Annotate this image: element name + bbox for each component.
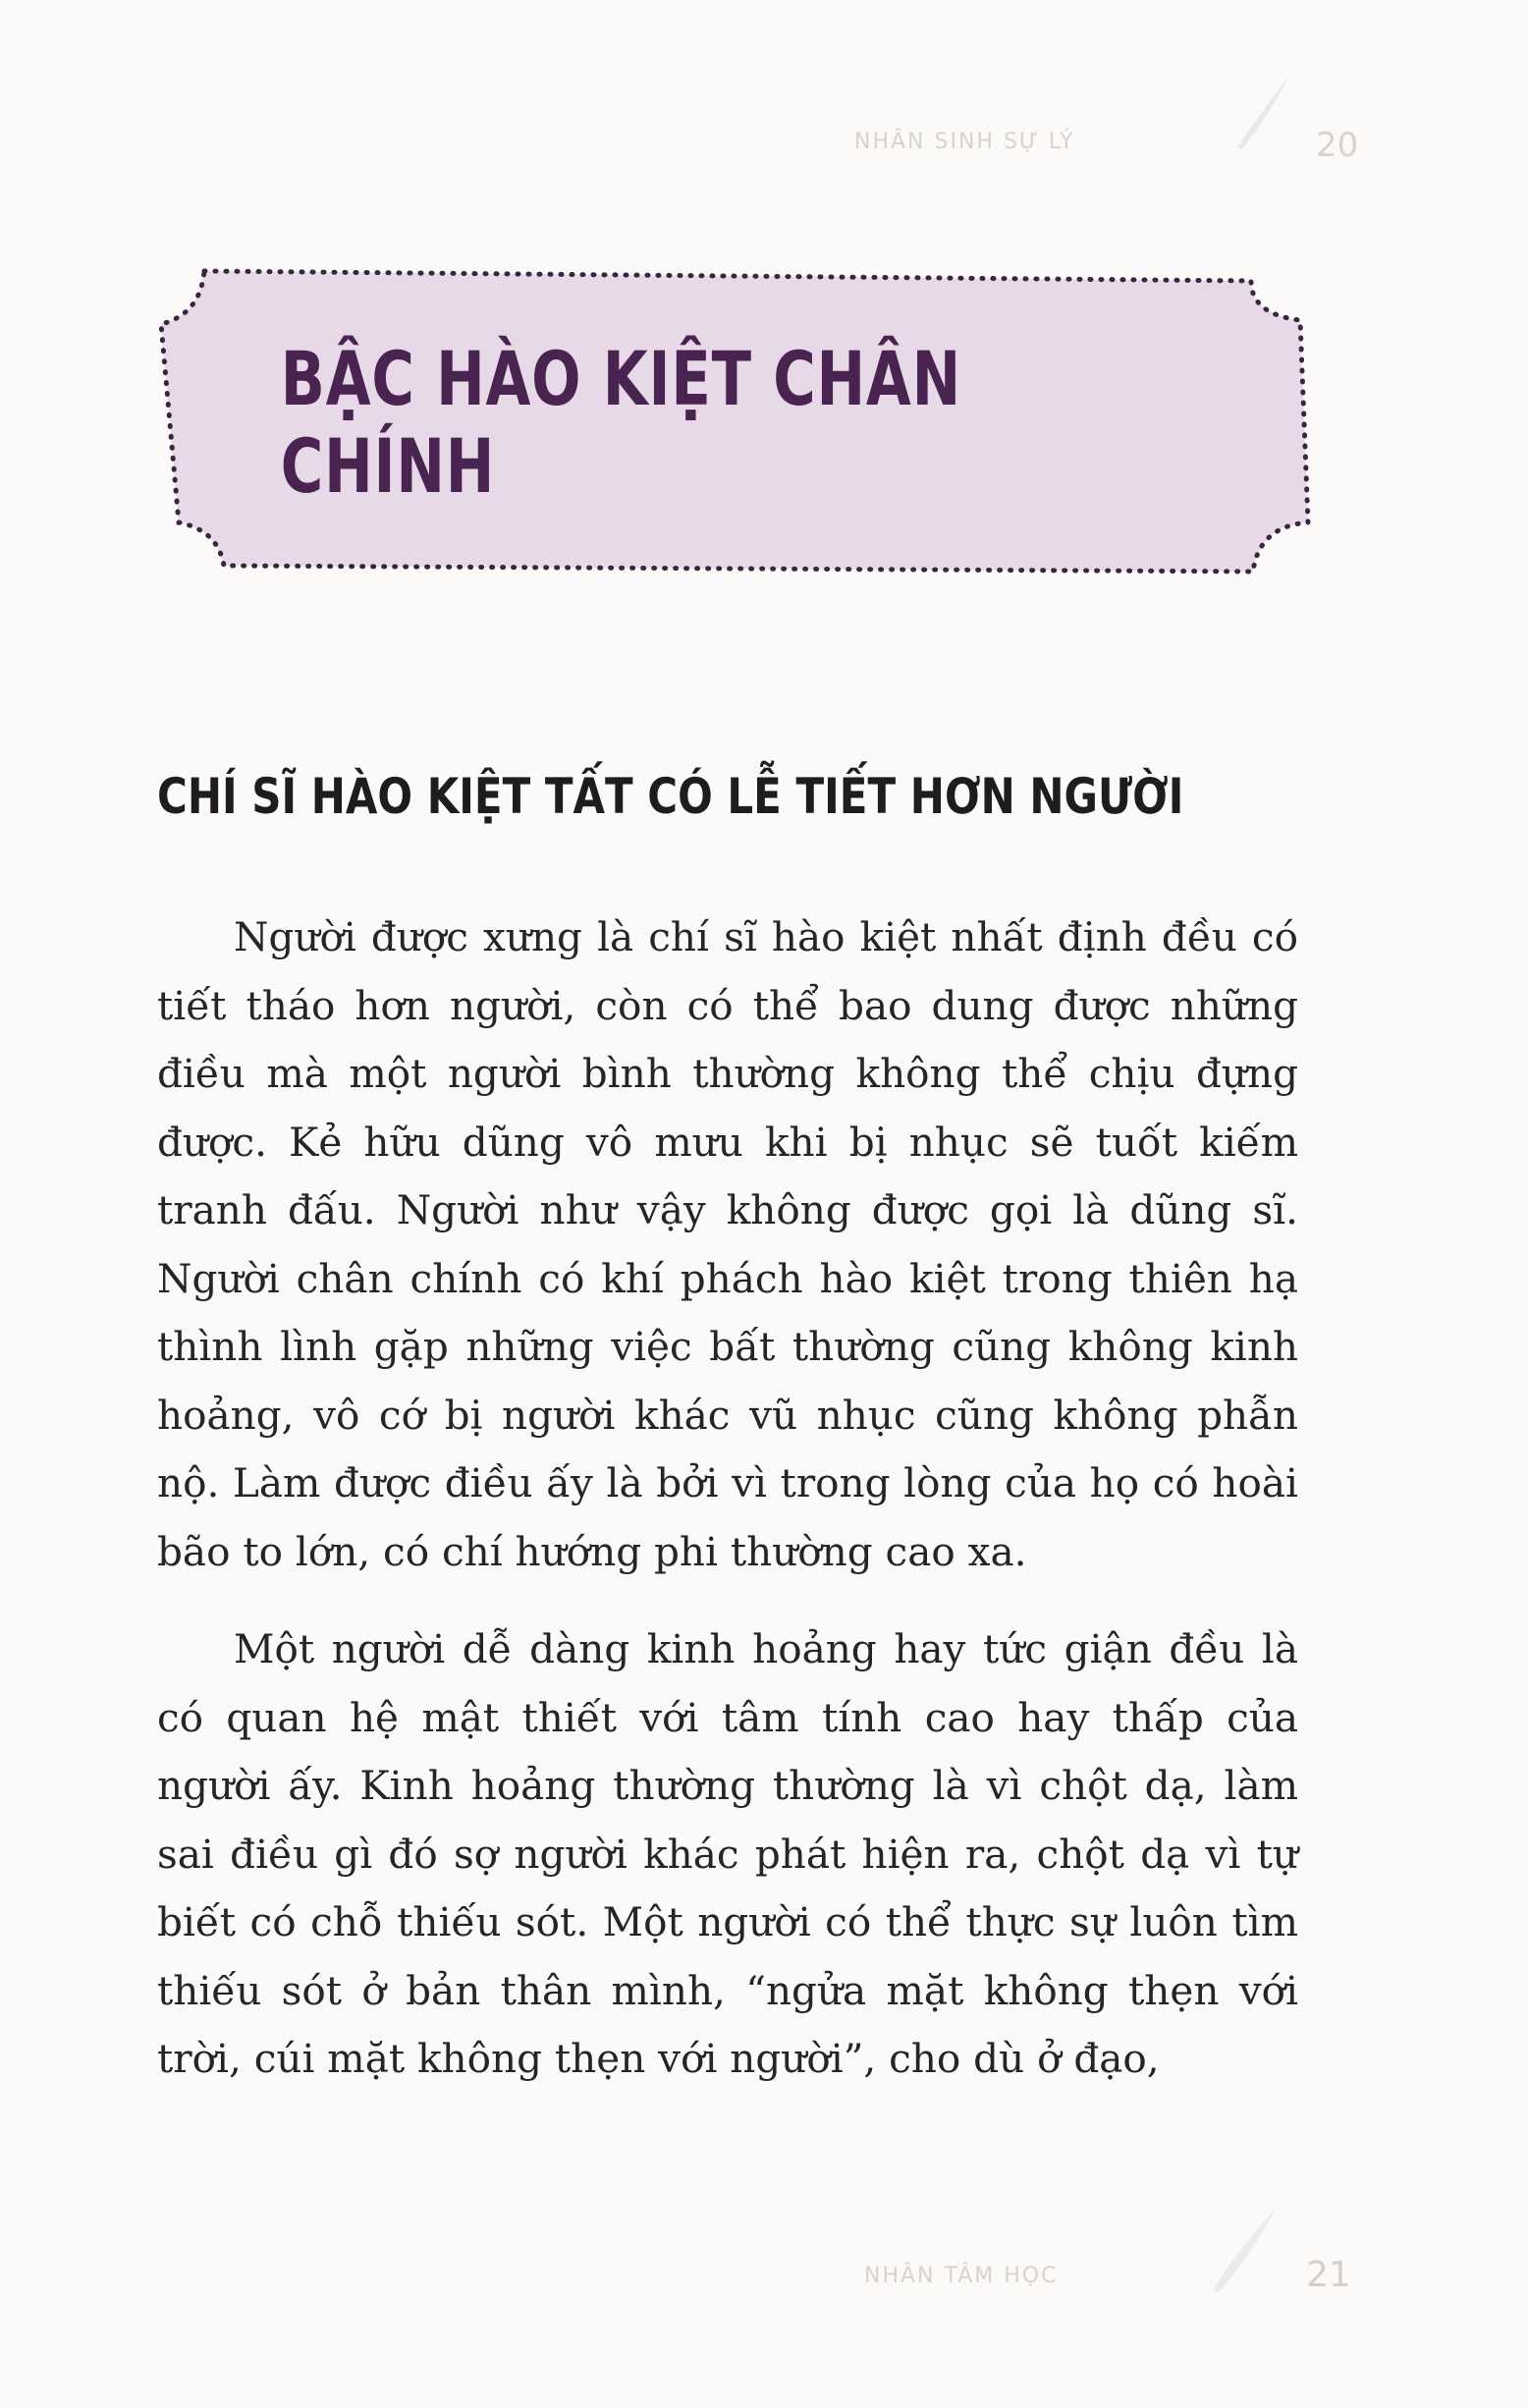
show-through-page-number-top: 20 [1316, 126, 1359, 165]
paragraph-1: Người được xưng là chí sĩ hào kiệt nhất định đều có tiết tháo hơn người, còn có thể bao dung được những điều mà một người bình thường không thể chịu đựng được. Kẻ hữu dũng vô mưu khi bị nhục sẽ tuốt kiếm tranh đấu. Người như vậy không được gọi là dũng sĩ. Người chân chính có khí phách hào kiệt trong thiên hạ thình lình gặp những việc bất thường cũng không kinh hoảng, vô cớ bị người khác vũ nhục cũng không phẫn nộ. Làm được điều ấy là bởi vì trong lòng của họ có hoài bão to lớn, có chí hướng phi thường cao xa. [157, 913, 1298, 1575]
chapter-title-banner [153, 265, 1312, 579]
chapter-title: BẬC HÀO KIỆT CHÂN CHÍNH [280, 335, 961, 510]
feather-icon [1203, 2200, 1282, 2298]
body-text [157, 903, 1298, 2094]
paragraph-2: Một người dễ dàng kinh hoảng hay tức giận đều là có quan hệ mật thiết với tâm tính cao hay thấp của người ấy. Kinh hoảng thường thường là vì chột dạ, làm sai điều gì đó sợ người khác phát hiện ra, chột dạ vì tự biết có chỗ thiếu sót. Một người có thể thực sự luôn tìm thiếu sót ở bản thân mình, “ngửa mặt không thẹn với trời, cúi mặt không thẹn với người”, cho dù ở đạo, [157, 1625, 1298, 2082]
feather-icon [1228, 69, 1296, 157]
show-through-header: NHÂN SINH SỰ LÝ [854, 130, 1075, 154]
section-heading: CHÍ SĨ HÀO KIỆT TẤT CÓ LỄ TIẾT HƠN NGƯỜI [157, 768, 1184, 825]
show-through-page-number-bottom: 21 [1306, 2255, 1351, 2295]
show-through-footer: NHÂN TÂM HỌC [864, 2264, 1059, 2288]
